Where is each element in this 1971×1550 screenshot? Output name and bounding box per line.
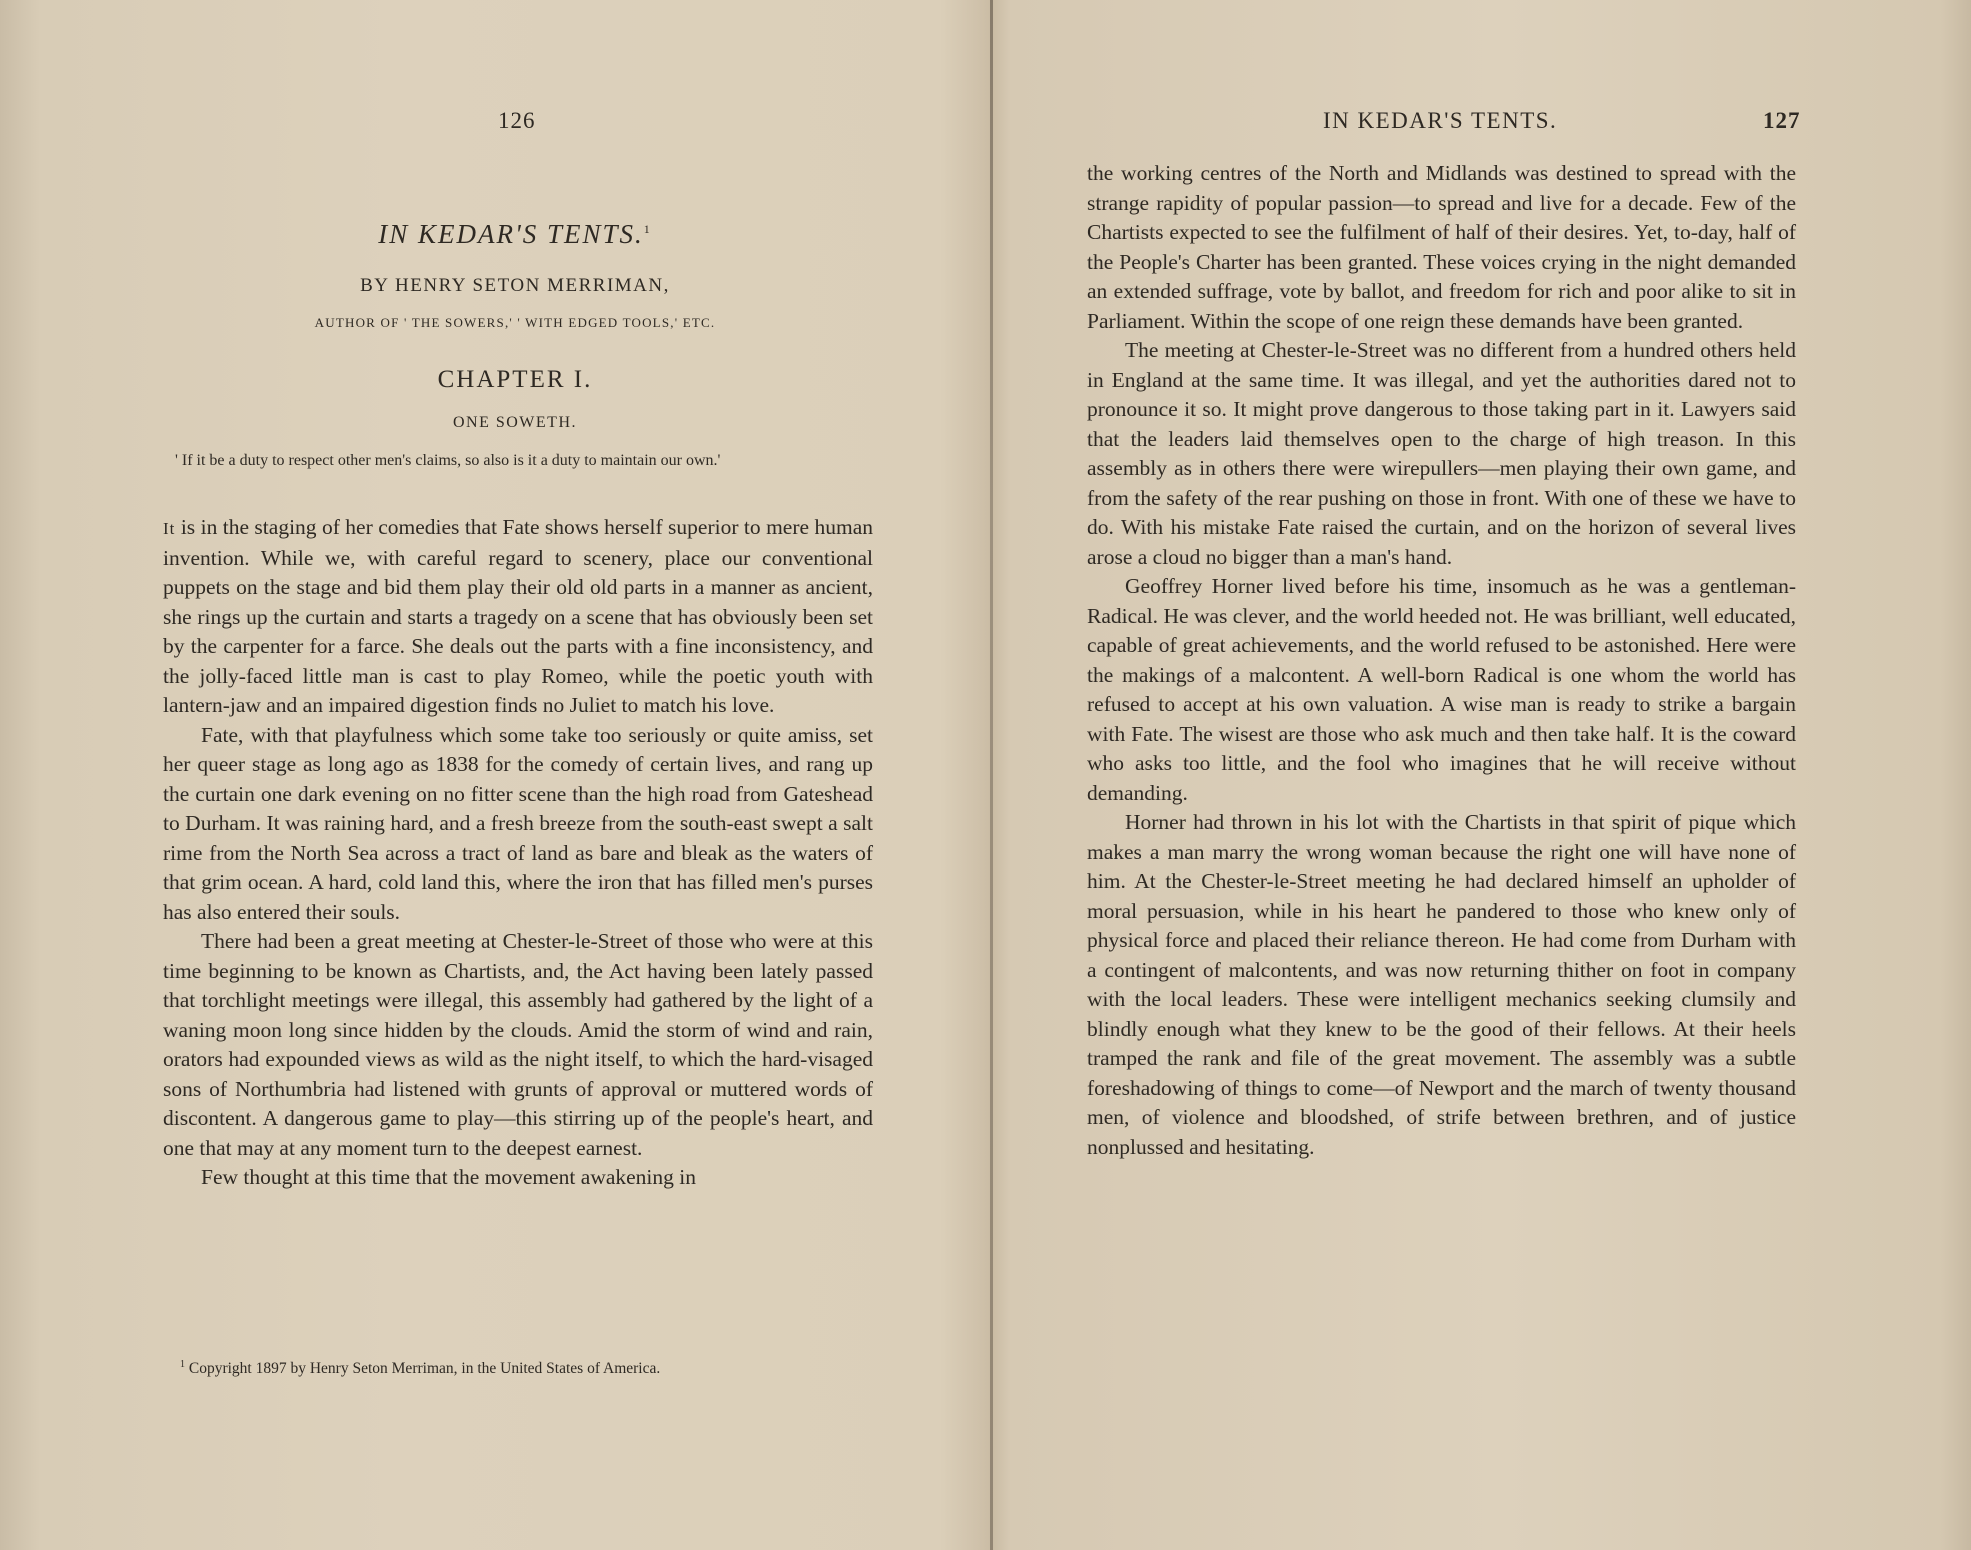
footnote-mark: 1: [180, 1359, 185, 1370]
left-body-text: [163, 513, 873, 1193]
title-footnote-mark: 1: [643, 222, 652, 236]
page-number-right: 127: [1763, 108, 1801, 133]
paragraph: the working centres of the North and Midlands was destined to spread with the strange rapidity of popular passion—to spread and live for a decade. Few of the Chartists expected to see the fulfilment of half of their desires. Yet, to-day, half of the People's Charter has been granted. These voices crying in the night demanded an extended suffrage, vote by ballot, and freedom for rich and poor alike to sit in Parliament. Within the scope of one reign these demands have been granted.: [1087, 161, 1796, 333]
author-of: AUTHOR OF ' THE SOWERS,' ' WITH EDGED TOOLS,' ETC.: [314, 315, 716, 330]
byline: BY HENRY SETON MERRIMAN,: [360, 275, 670, 296]
page-number-left: 126: [498, 108, 536, 133]
drop-cap-word: It: [163, 519, 176, 538]
paragraph: [163, 513, 873, 721]
right-page: [993, 0, 1971, 1550]
paragraph: The meeting at Chester-le-Street was no different from a hundred others held in England at the same time. It was illegal, and yet the authorities dared not to pronounce it so. It might prove dangerous to those taking part in it. Lawyers said that the leaders laid themselves open to the charge of high treason. In this assembly as in others there were wirepullers—men playing their own game, and from the safety of the rear pushing on those in front. With one of these we have to do. With his mistake Fate raised the curtain, and on the horizon of several lives arose a cloud no bigger than a man's hand.: [1087, 338, 1796, 569]
chapter-subtitle: ONE SOWETH.: [452, 414, 578, 431]
story-title-text: IN KEDAR'S TENTS.: [378, 219, 644, 249]
epigraph: ' If it be a duty to respect other men's claims, so also is it a duty to maintain our own.': [175, 452, 721, 469]
paragraph-text: is in the staging of her comedies that Fate shows herself superior to mere human invention. While we, with careful regard to scenery, place our conventional puppets on the stage and bid them play their old old parts in a manner as ancient, she rings up the curtain and starts a tragedy on a scene that has obviously been set by the carpenter for a farce. She deals out the parts with a fine inconsistency, and the jolly-faced little man is cast to play Romeo, while the poetic youth with lantern-jaw and an impaired digestion finds no Juliet to match his love.: [163, 515, 873, 717]
paragraph: Fate, with that playfulness which some take too seriously or quite amiss, set her queer stage as long ago as 1838 for the comedy of certain lives, and rang up the curtain one dark evening on no fitter scene than the high road from Gateshead to Durham. It was raining hard, and a fresh breeze from the south-east swept a salt rime from the North Sea across a tract of land as bare and bleak as the waters of that grim ocean. A hard, cold land this, where the iron that has filled men's purses has also entered their souls.: [163, 722, 873, 924]
footnote-text: Copyright 1897 by Henry Seton Merriman, in the United States of America.: [188, 1360, 661, 1378]
running-head: IN KEDAR'S TENTS.: [1323, 108, 1558, 133]
chapter-heading: CHAPTER I.: [437, 366, 593, 393]
paragraph: Few thought at this time that the movement awakening in: [201, 1165, 697, 1189]
story-title: [0, 219, 990, 250]
paragraph: Horner had thrown in his lot with the Chartists in that spirit of pique which makes a man marry the wrong woman because the right one will have none of him. At the Chester-le-Street meeting he had declared himself an upholder of moral persuasion, while in his heart he pandered to those who knew only of physical force and placed their reliance thereon. He had come from Durham with a contingent of malcontents, and was now returning thither on foot in company with the local leaders. These were intelligent mechanics seeking clumsily and blindly enough what they knew to be the good of their fellows. At their heels tramped the rank and file of the great movement. The assembly was a subtle foreshadowing of things to come—of Newport and the march of twenty thousand men, of violence and bloodshed, of strife between brethren, and of justice nonplussed and hesitating.: [1087, 810, 1796, 1159]
paragraph: Geoffrey Horner lived before his time, insomuch as he was a gentleman-Radical. He was clever, and the world heeded not. He was brilliant, well educated, capable of great achievements, and the world refused to be astonished. Here were the makings of a malcontent. A well-born Radical is one whom the world has refused to accept at his own valuation. A wise man is ready to strike a bargain with Fate. The wisest are those who ask much and then take half. It is the coward who asks too little, and the fool who imagines that he will receive without demanding.: [1087, 574, 1796, 805]
footnote: [180, 1355, 880, 1379]
paragraph: There had been a great meeting at Chester-le-Street of those who were at this time beginning to be known as Chartists, and, the Act having been lately passed that torchlight meetings were illegal, this assembly had gathered by the light of a waning moon long since hidden by the clouds. Amid the storm of wind and rain, orators had expounded views as wild as the night itself, to which the hard-visaged sons of Northumbria had listened with grunts of approval or muttered words of discontent. A dangerous game to play—this stirring up of the people's heart, and one that may at any moment turn to the deepest earnest.: [163, 929, 873, 1160]
right-body-text: [1087, 159, 1796, 1162]
